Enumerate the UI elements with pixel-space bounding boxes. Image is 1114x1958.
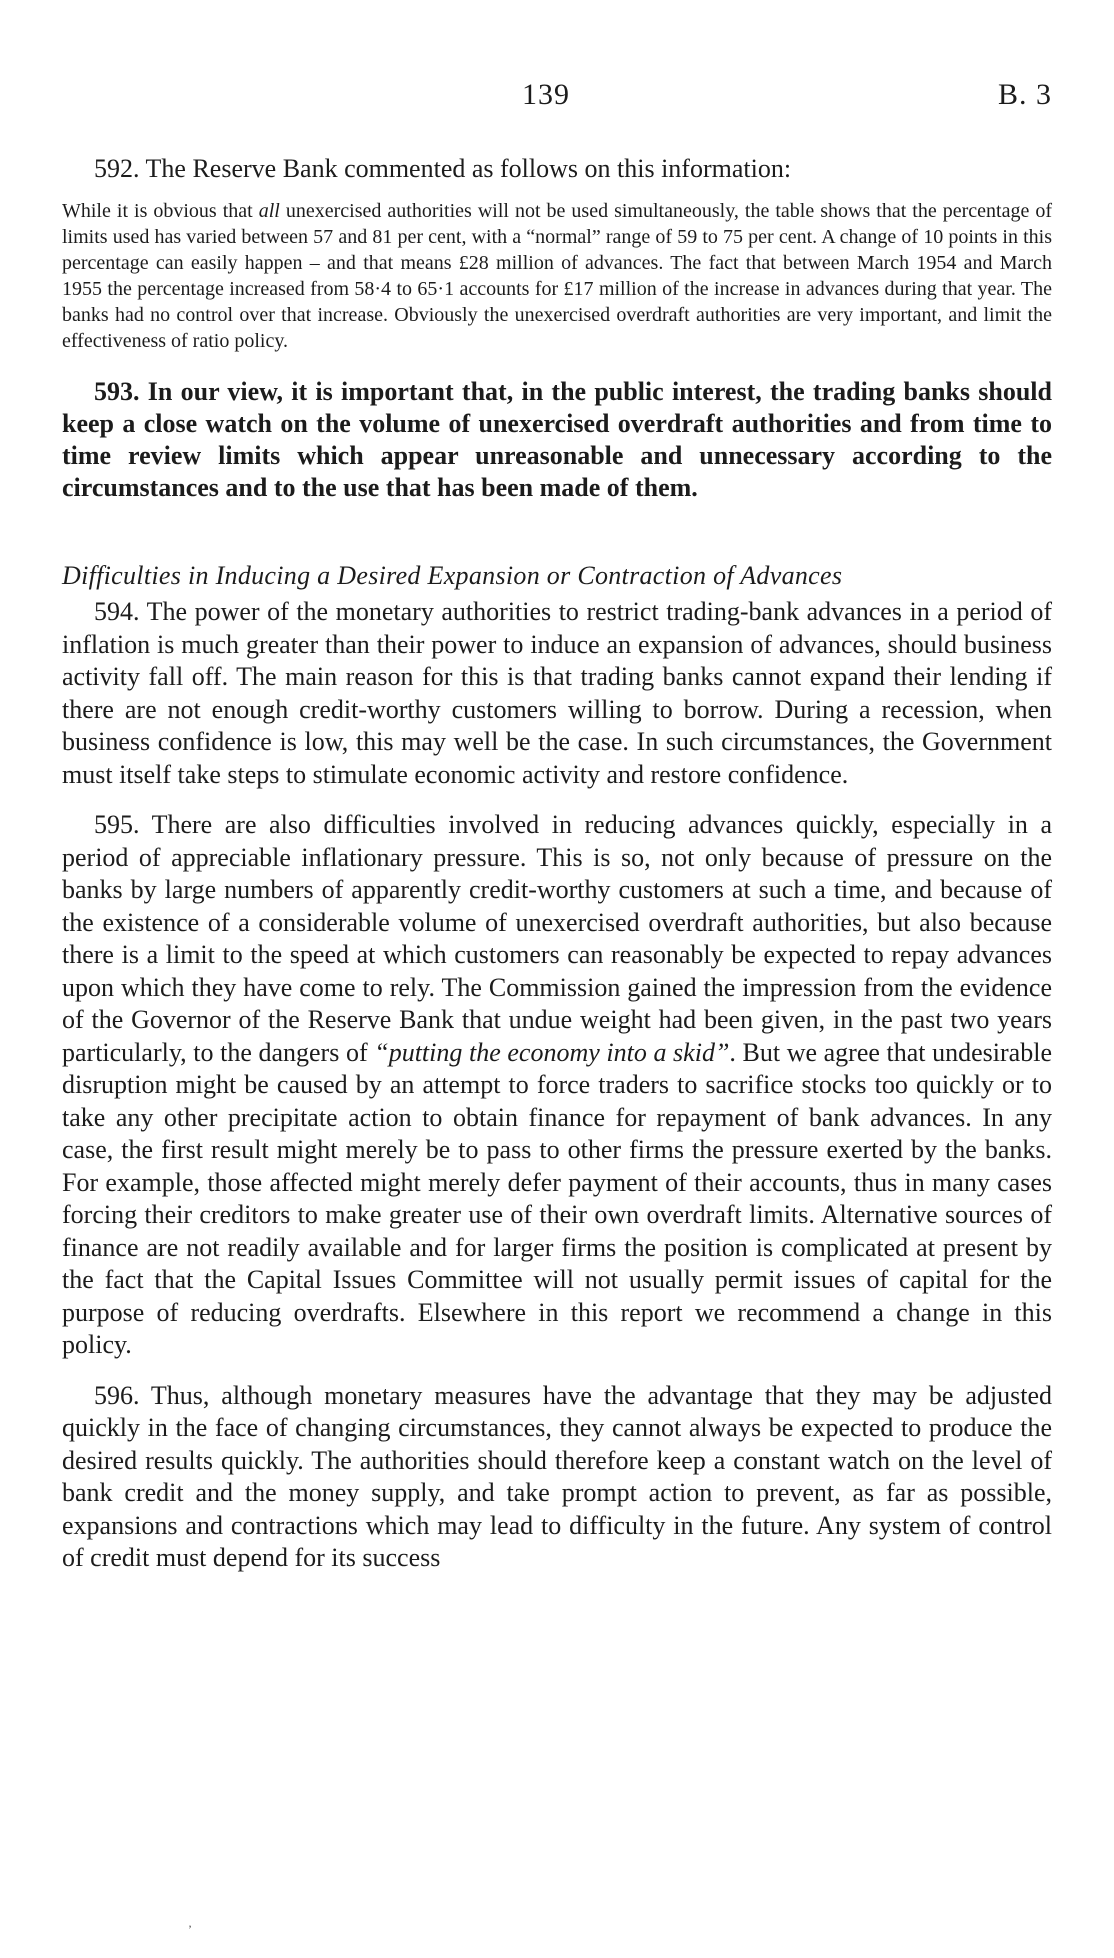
quote-text: While it is obvious that all unexercised authorities will not be used simultaneously, the table shows that the percentage of limits used has varied between 57 and 81 per cent, with a “normal” range of 59 to 75 per cent. A change of 10 points in this percentage can easily happen – and that means £28 million of advances. The fact that between March 1954 and March 1955 the percentage increased from 58·4 to 65·1 accounts for £17 million of the increase in advances during that year. The banks had no control over that increase. Obviously the unexercised overdraft authorities are very important, and limit the effectiveness of ratio policy. — [62, 200, 1052, 352]
paragraph-number: 594. — [94, 597, 140, 626]
paragraph-594 — [62, 596, 1052, 791]
reserve-bank-quote — [62, 198, 1052, 354]
quote-emphasis: all — [258, 200, 280, 222]
page-body — [62, 152, 1052, 1575]
paragraph-number: 592. — [94, 154, 140, 183]
page-number: 139 — [522, 78, 570, 111]
paragraph-592 — [62, 152, 1052, 186]
footer-mark: ’ — [188, 1922, 192, 1936]
italic-quote: “putting the economy into a skid” — [374, 1037, 730, 1067]
paragraph-text-continued: . But we agree that undesirable disruption might be caused by an attempt to force traders to sacrifice stocks too quickly or to take any other precipitate action to obtain finance for repayment of bank advances. In any case, the first result might merely be to pass to other firms the pressure exerted by the banks. For example, those affected might merely defer payment of their accounts, thus in many cases forcing their creditors to make greater use of their own overdraft limits. Alternative sources of finance are not readily available and for larger firms the position is complicated at present by the fact that the Capital Issues Committee will not usually permit issues of capital for the purpose of reducing overdrafts. Elsewhere in this report we recommend a change in this policy. — [62, 1037, 1052, 1359]
paragraph-number: 593. — [94, 377, 140, 406]
paragraph-595 — [62, 809, 1052, 1362]
section-heading: Difficulties in Inducing a Desired Expansion or Contraction of Advances — [62, 561, 843, 590]
paragraph-text: In our view, it is important that, in the public interest, the trading banks should keep a close watch on the volume of unexercised overdraft authorities and from time to time review limits which appear unreasonable and unnecessary according to the circumstances and to the use that has been made of them. — [62, 377, 1052, 502]
paragraph-text: The Reserve Bank commented as follows on this information: — [145, 154, 792, 183]
paragraph-number: 596. — [94, 1380, 140, 1410]
paragraph-text: Thus, although monetary measures have the advantage that they may be adjusted quickly in the face of changing circumstances, they cannot always be expected to produce the desired results quickly. The authorities should therefore keep a constant watch on the level of bank credit and the money supply, and take prompt action to prevent, as far as possible, expansions and contractions which may lead to difficulty in the future. Any system of control of credit must depend for its success — [62, 1380, 1053, 1572]
paragraph-596 — [62, 1380, 1052, 1575]
paragraph-text: The power of the monetary authorities to restrict trading-bank advances in a period of inflation is much greater than their power to induce an expansion of advances, should business activity fall off. The main reason for this is that trading banks cannot expand their lending if there are not enough credit-worthy customers willing to borrow. During a recession, when business confidence is low, this may well be the case. In such circumstances, the Government must itself take steps to stimulate economic activity and restore confidence. — [62, 597, 1052, 789]
paragraph-593 — [62, 376, 1052, 504]
report-code: B. 3 — [997, 78, 1052, 111]
page-header — [62, 78, 1052, 118]
paragraph-text: There are also difficulties involved in reducing advances quickly, especially in a period of appreciable inflationary pressure. This is so, not only because of pressure on the banks by large numbers of apparently credit-worthy customers at such a time, and because of the existence of a considerable volume of unexercised overdraft authorities, but also because there is a limit to the speed at which customers can reasonably be expected to repay advances upon which they have come to rely. The Commission gained the impression from the evidence of the Governor of the Reserve Bank that undue weight had been given, in the past two years particularly, to the dangers of — [62, 810, 1053, 1067]
paragraph-number: 595. — [94, 810, 140, 839]
